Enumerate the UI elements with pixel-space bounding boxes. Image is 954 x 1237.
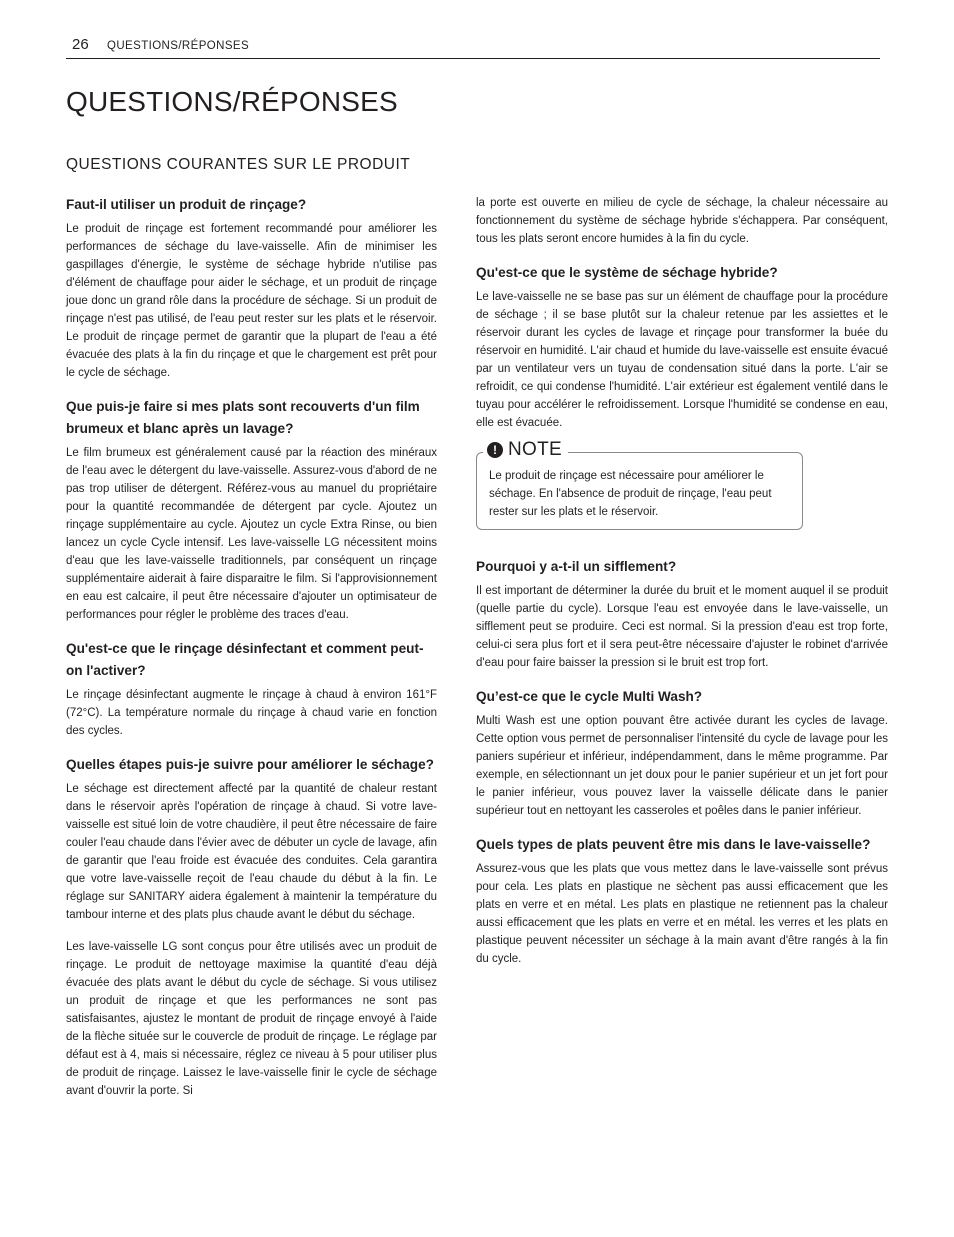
answer-multi-wash: Multi Wash est une option pouvant être activée durant les cycles de lavage. Cette option vous permet de personnaliser l'intensité du cycle de lavage pour les paniers supérieur et inférieur, indépendamment, dans le même programme. Par exemple, en sélectionnant un jet doux pour le panier supérieur et un jet fort pour le panier inférieur, vous pouvez laver la vaisselle délicate dans le panier supérieur tout en nettoyant les casseroles et poêles dans le panier inférieur. bbox=[476, 715, 888, 817]
answer-hissing: Il est important de déterminer la durée du bruit et le moment auquel il se produit (quelle partie du cycle). Lorsque l'eau est envoyée dans le lave-vaisselle, un sifflement peut se produire. Ceci est normal. Si la pression d'eau est trop forte, celui-ci sera plus fort et il sera peut-être nécessaire d'ajuster le robinet d'arrivée d'eau pour faire baisser la pression si le bruit est trop fort. bbox=[476, 585, 888, 669]
answer-sanitary-rinse: Le rinçage désinfectant augmente le rinçage à chaud à environ 161°F (72°C). La température normale du rinçage à chaud varie en fonction des cycles. bbox=[66, 689, 437, 737]
page-header bbox=[66, 36, 880, 59]
question-rinse-aid: Faut-il utiliser un produit de rinçage? bbox=[66, 197, 307, 212]
question-cloudy-film: Que puis-je faire si mes plats sont recouverts d'un film brumeux et blanc après un lavage? bbox=[66, 399, 420, 436]
question-hybrid-drying: Qu'est-ce que le système de séchage hybride? bbox=[476, 265, 778, 280]
answer-dish-types: Assurez-vous que les plats que vous mettez dans le lave-vaisselle sont prévus pour cela. Les plats en plastique ne sèchent pas aussi efficacement que les plats en verre et en métal. Les plats en plastique ne retiennent pas la chaleur aussi efficacement que les plats en verre et en métal. les verres et les plats en plastique peuvent nécessiter un séchage à la main avant d'être rangés à la fin du cycle. bbox=[476, 863, 888, 965]
answer-hybrid-drying: Le lave-vaisselle ne se base pas sur un élément de chauffage pour la procédure de séchage ; il se base plutôt sur la chaleur retenue par les assiettes et le réservoir durant les cycles de lavage et rinçage pour transformer la buée du réservoir en humidité. L'air chaud et humide du lave-vaisselle est ensuite évacué par un ventilateur vers un tuyau de condensation situé dans la porte. L'air se refroidit, ce qui condense l'humidité. L'air extérieur est également ventilé dans le tuyau pour accélérer le refroidissement. Lorsque l'humidité se condense en eau, elle est évacuée. bbox=[476, 291, 888, 429]
note-label bbox=[483, 439, 568, 461]
right-column bbox=[476, 194, 888, 982]
answer-cloudy-film: Le film brumeux est généralement causé par la réaction des minéraux de l'eau avec le détergent du lave-vaisselle. Assurez-vous d'abord de ne pas trop utiliser de détergent. Référez-vous au manuel du propriétaire pour la quantité recommandée de détergent par cycle. Ajoutez un rinçage supplémentaire au cycle. Ajoutez un cycle Extra Rinse, ou bien lancez un cycle Cycle intensif. Les lave-vaisselle LG nécessitent moins d'eau que les lave-vaisselle traditionnels, par conséquent un rinçage supplémentaire aiderait à faire disparaitre le film. Si l'approvisionnement en eau est calcaire, il peut être nécessaire d'ajouter un optimisateur de performances pour régler le problème des traces d'eau. bbox=[66, 447, 437, 621]
section-title: QUESTIONS COURANTES SUR LE PRODUIT bbox=[66, 156, 411, 173]
note-box bbox=[476, 439, 803, 530]
question-sanitary-rinse: Qu'est-ce que le rinçage désinfectant et comment peut-on l'activer? bbox=[66, 641, 424, 678]
answer-improve-drying: Le séchage est directement affecté par la quantité de chaleur restant dans le réservoir après l'opération de rinçage à chaud. Si votre lave-vaisselle est situé loin de votre chaudière, il peut être nécessaire de faire couler l'eau chaude dans l'évier avec de débuter un cycle de lavage, afin de garantir que l'eau froide est évacuée des conduites. Cela garantira que votre lave-vaisselle reçoit de l'eau chaude du début à la fin. Le réglage sur SANITARY aidera également à maintenir la température du tambour interne et des plats plus chaude avant le début du séchage. bbox=[66, 783, 437, 921]
question-multi-wash: Qu’est-ce que le cycle Multi Wash? bbox=[476, 689, 703, 704]
note-text: Le produit de rinçage est nécessaire pour améliorer le séchage. En l'absence de produit de rinçage, l'eau peut rester sur les plats et le réservoir. bbox=[489, 470, 772, 518]
page-title: QUESTIONS/RÉPONSES bbox=[66, 86, 398, 117]
question-improve-drying: Quelles étapes puis-je suivre pour améliorer le séchage? bbox=[66, 757, 434, 772]
answer-improve-drying-end: la porte est ouverte en milieu de cycle de séchage, la chaleur nécessaire au fonctionnement du système de séchage hybride s'échappera. Par conséquent, tous les plats seront encore humides à la fin du cycle. bbox=[476, 197, 888, 245]
question-dish-types: Quels types de plats peuvent être mis dans le lave-vaisselle? bbox=[476, 837, 871, 852]
left-column bbox=[66, 194, 437, 1114]
note-label-text: NOTE bbox=[508, 439, 562, 460]
question-hissing: Pourquoi y a-t-il un sifflement? bbox=[476, 559, 677, 574]
answer-rinse-aid: Le produit de rinçage est fortement recommandé pour améliorer les performances de séchage du lave-vaisselle. Afin de minimiser les gaspillages d'énergie, le système de séchage hybride n'utilise pas d'élément de chauffage pour aider le séchage, et un produit de rinçage joue donc un grand rôle dans la procédure de séchage. Si un produit de rinçage n'est pas utilisé, de l'eau peut rester sur les plats et le réservoir. Le produit de rinçage permet de garantir que la plupart de l'eau a été évacuée des plats à la fin du rinçage et que le chargement est prêt pour le cycle de séchage. bbox=[66, 223, 437, 379]
exclamation-icon: ! bbox=[487, 442, 503, 458]
page-number: 26 bbox=[72, 36, 89, 53]
answer-improve-drying-continued: Les lave-vaisselle LG sont conçus pour être utilisés avec un produit de rinçage. Le produit de nettoyage maximise la quantité d'eau déjà évacuée des plats avant le début du cycle de séchage. Si vous utilisez un produit de rinçage et que les performances ne sont pas satisfaisantes, ajustez le montant de produit de rinçage envoyé à l'aide de la flèche située sur le couvercle de produit de rinçage. Le réglage par défaut est à 4, mais si nécessaire, réglez ce niveau à 5 pour utiliser plus de produit de rinçage. Laissez le lave-vaisselle finir le cycle de séchage avant d'ouvrir la porte. Si bbox=[66, 941, 437, 1097]
header-title: QUESTIONS/RÉPONSES bbox=[107, 40, 250, 52]
